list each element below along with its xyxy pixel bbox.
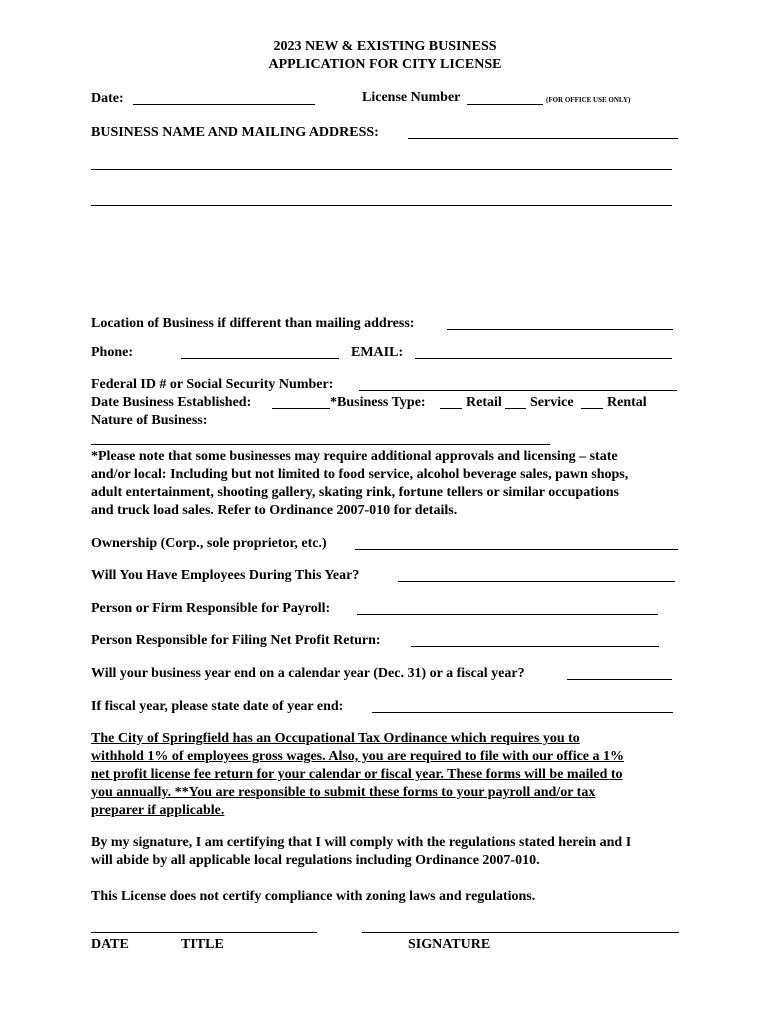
business-type-label: *Business Type: — [330, 395, 426, 410]
rental-checkbox[interactable] — [581, 408, 603, 409]
fiscal-date-label: If fiscal year, please state date of year end: — [91, 699, 344, 714]
signature-date-label: DATE — [91, 937, 129, 952]
license-number-label: License Number — [362, 90, 461, 105]
notice-line: and truck load sales. Refer to Ordinance 2007-010 for details. — [91, 503, 458, 518]
service-checkbox[interactable] — [505, 408, 526, 409]
retail-checkbox[interactable] — [440, 408, 462, 409]
year-end-field[interactable] — [567, 679, 672, 680]
zoning-note: This License does not certify compliance with zoning laws and regulations. — [91, 889, 536, 904]
certification-line: By my signature, I am certifying that I will comply with the regulations stated herein and I — [91, 835, 632, 850]
email-field[interactable] — [415, 358, 672, 359]
business-name-label: BUSINESS NAME AND MAILING ADDRESS: — [91, 125, 379, 140]
federal-id-label: Federal ID # or Social Security Number: — [91, 377, 334, 392]
tax-notice-line: preparer if applicable. — [91, 803, 225, 818]
date-established-label: Date Business Established: — [91, 395, 252, 410]
office-use-note: (FOR OFFICE USE ONLY) — [546, 96, 631, 104]
mailing-address-line-1[interactable] — [91, 169, 672, 170]
nature-label: Nature of Business: — [91, 413, 208, 428]
tax-notice-line: you annually. **You are responsible to submit these forms to your payroll and/or tax — [91, 785, 596, 800]
occupational-tax-notice — [91, 730, 681, 820]
employees-label: Will You Have Employees During This Year? — [91, 568, 360, 583]
certification-line: will abide by all applicable local regulations including Ordinance 2007-010. — [91, 853, 540, 868]
notice-line: and/or local: Including but not limited to food service, alcohol beverage sales, pawn shops, — [91, 467, 629, 482]
type-retail-label: Retail — [466, 395, 502, 410]
location-field[interactable] — [447, 329, 673, 330]
notice-line: *Please note that some businesses may require additional approvals and licensing – state — [91, 449, 618, 464]
net-profit-field[interactable] — [411, 646, 659, 647]
fiscal-date-field[interactable] — [372, 712, 673, 713]
type-service-label: Service — [530, 395, 574, 410]
nature-field[interactable] — [91, 444, 550, 445]
ownership-label: Ownership (Corp., sole proprietor, etc.) — [91, 536, 327, 551]
employees-field[interactable] — [398, 581, 675, 582]
date-established-field[interactable] — [272, 408, 330, 409]
year-end-label: Will your business year end on a calendar year (Dec. 31) or a fiscal year? — [91, 666, 525, 681]
net-profit-label: Person Responsible for Filing Net Profit Return: — [91, 633, 381, 648]
notice-line: adult entertainment, shooting gallery, skating rink, fortune tellers or similar occupations — [91, 485, 619, 500]
phone-field[interactable] — [181, 358, 339, 359]
business-name-field[interactable] — [408, 138, 678, 139]
form-title-line2: APPLICATION FOR CITY LICENSE — [268, 57, 502, 72]
date-field[interactable] — [133, 104, 315, 105]
location-label: Location of Business if different than mailing address: — [91, 316, 415, 331]
date-label: Date: — [91, 91, 124, 106]
date-title-signature-line[interactable] — [91, 932, 317, 933]
signature-title-label: TITLE — [181, 937, 224, 952]
form-title-line1: 2023 NEW & EXISTING BUSINESS — [273, 39, 497, 54]
mailing-address-line-2[interactable] — [91, 205, 672, 206]
email-label: EMAIL: — [351, 345, 404, 360]
licensing-notice — [91, 448, 681, 520]
signature-label: SIGNATURE — [408, 937, 491, 952]
type-rental-label: Rental — [607, 395, 647, 410]
certification-statement — [91, 834, 681, 870]
signature-line[interactable] — [362, 932, 679, 933]
ownership-field[interactable] — [355, 549, 678, 550]
payroll-field[interactable] — [357, 614, 658, 615]
license-number-field[interactable] — [467, 104, 543, 105]
tax-notice-line: withhold 1% of employees gross wages. Also, you are required to file with our office a 1% — [91, 749, 625, 764]
phone-label: Phone: — [91, 345, 133, 360]
tax-notice-line: The City of Springfield has an Occupational Tax Ordinance which requires you to — [91, 731, 580, 746]
payroll-label: Person or Firm Responsible for Payroll: — [91, 601, 331, 616]
federal-id-field[interactable] — [359, 390, 677, 391]
tax-notice-line: net profit license fee return for your calendar or fiscal year. These forms will be mailed to — [91, 767, 623, 782]
